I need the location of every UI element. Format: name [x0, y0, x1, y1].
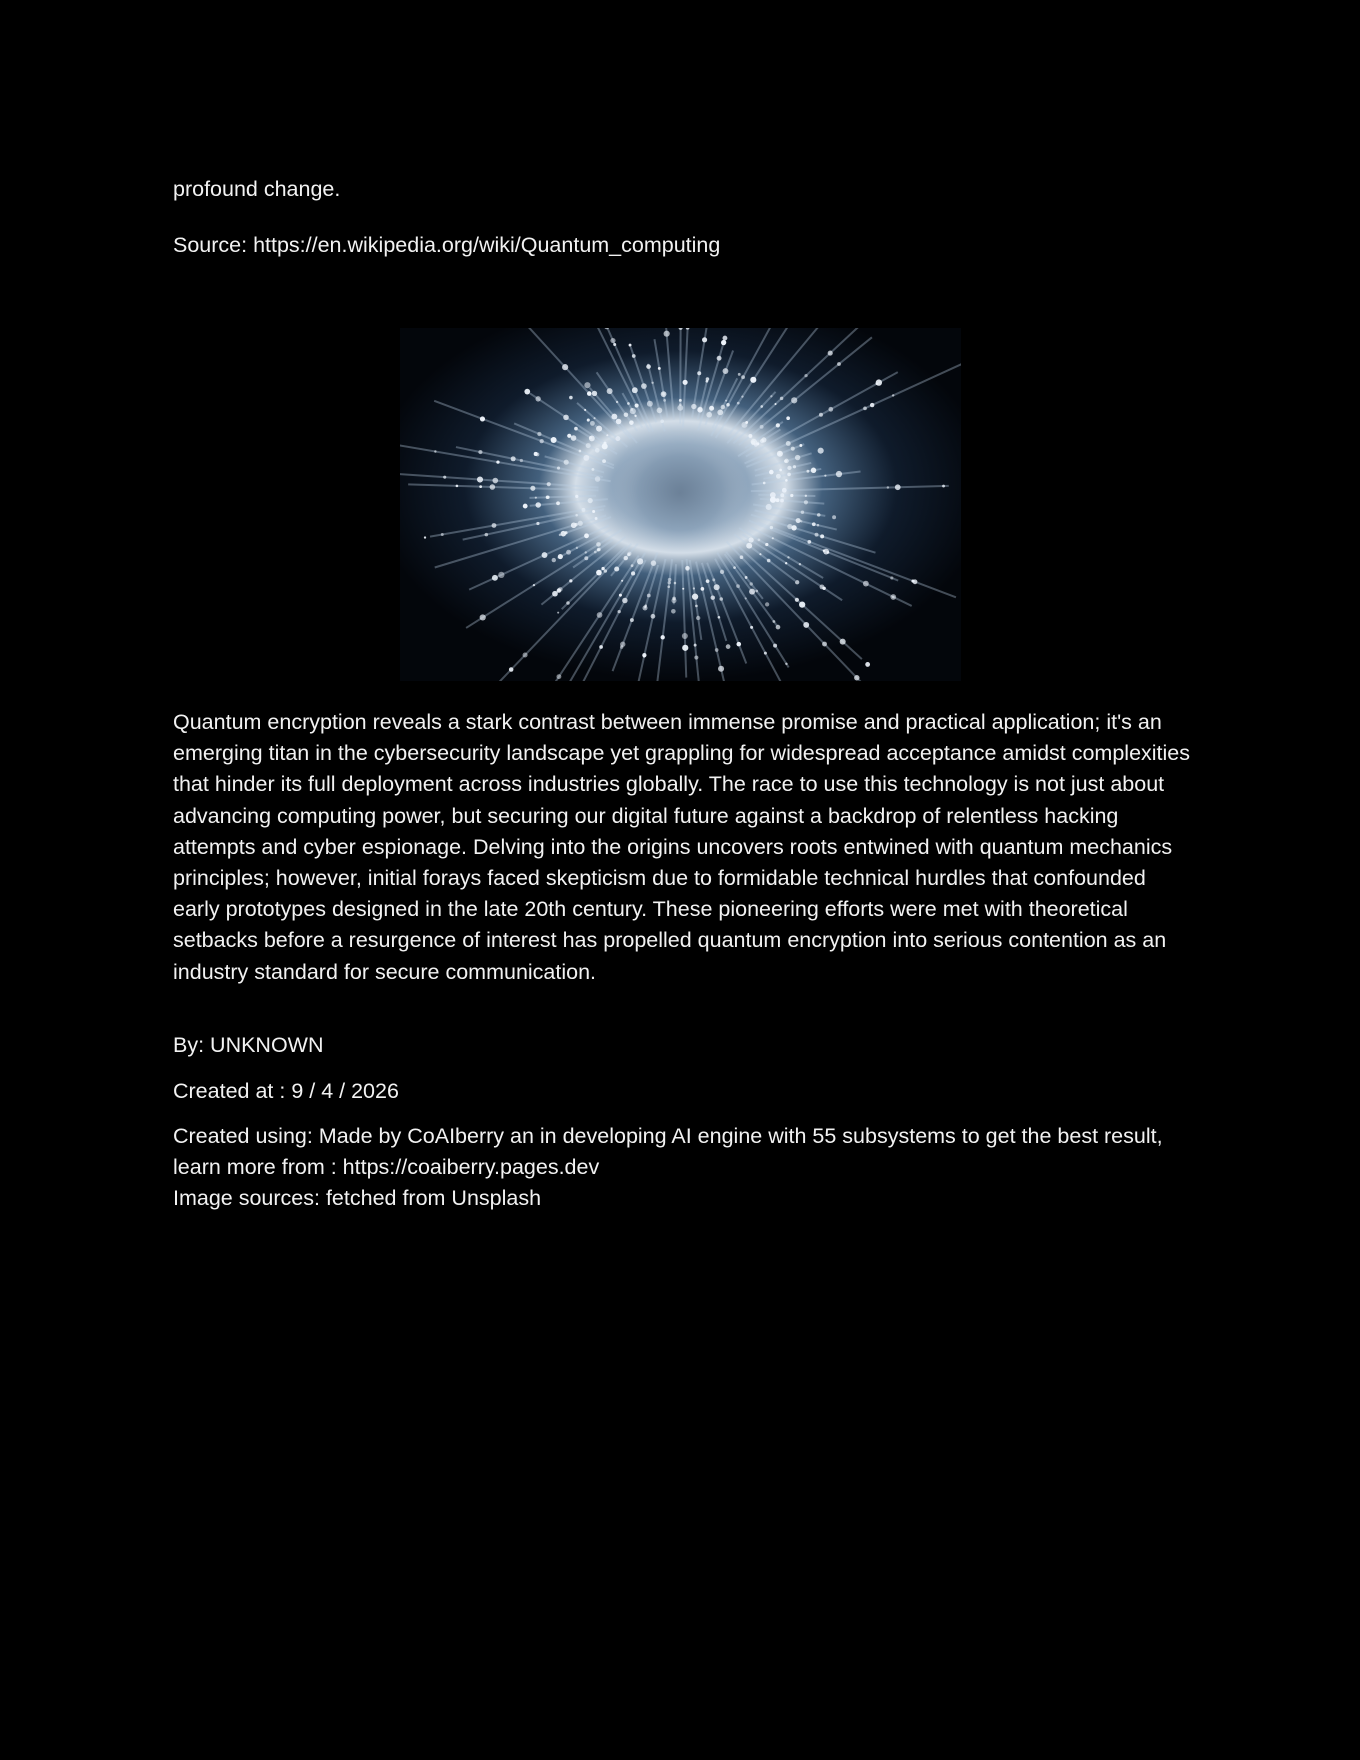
- intro-tail-text: profound change.: [173, 177, 341, 201]
- created-using: Created using: Made by CoAIberry an in developing AI engine with 55 subsystems to get the best result, learn more from : https://coaiberry.pages.dev: [173, 1124, 1163, 1179]
- article-body: Quantum encryption reveals a stark contrast between immense promise and practical application; it's an emerging titan in the cybersecurity landscape yet grappling for widespread acceptance amidst complexities that hinder its full deployment across industries globally. The race to use this technology is not just about advancing computing power, but securing our digital future against a backdrop of relentless hacking attempts and cyber espionage. Delving into the origins uncovers roots entwined with quantum mechanics principles; however, initial forays faced skepticism due to formidable technical hurdles that confounded early prototypes designed in the late 20th century. These pioneering efforts were met with theoretical setbacks before a resurgence of interest has propelled quantum encryption into serious contention as an industry standard for secure communication.: [173, 710, 1191, 984]
- quantum-tunnel-image: [400, 328, 961, 681]
- source-line: Source: https://en.wikipedia.org/wiki/Quantum_computing: [173, 233, 721, 257]
- created-at: Created at : 9 / 4 / 2026: [173, 1079, 399, 1103]
- article-image: [400, 328, 961, 681]
- image-sources: Image sources: fetched from Unsplash: [173, 1186, 542, 1210]
- byline: By: UNKNOWN: [173, 1033, 324, 1057]
